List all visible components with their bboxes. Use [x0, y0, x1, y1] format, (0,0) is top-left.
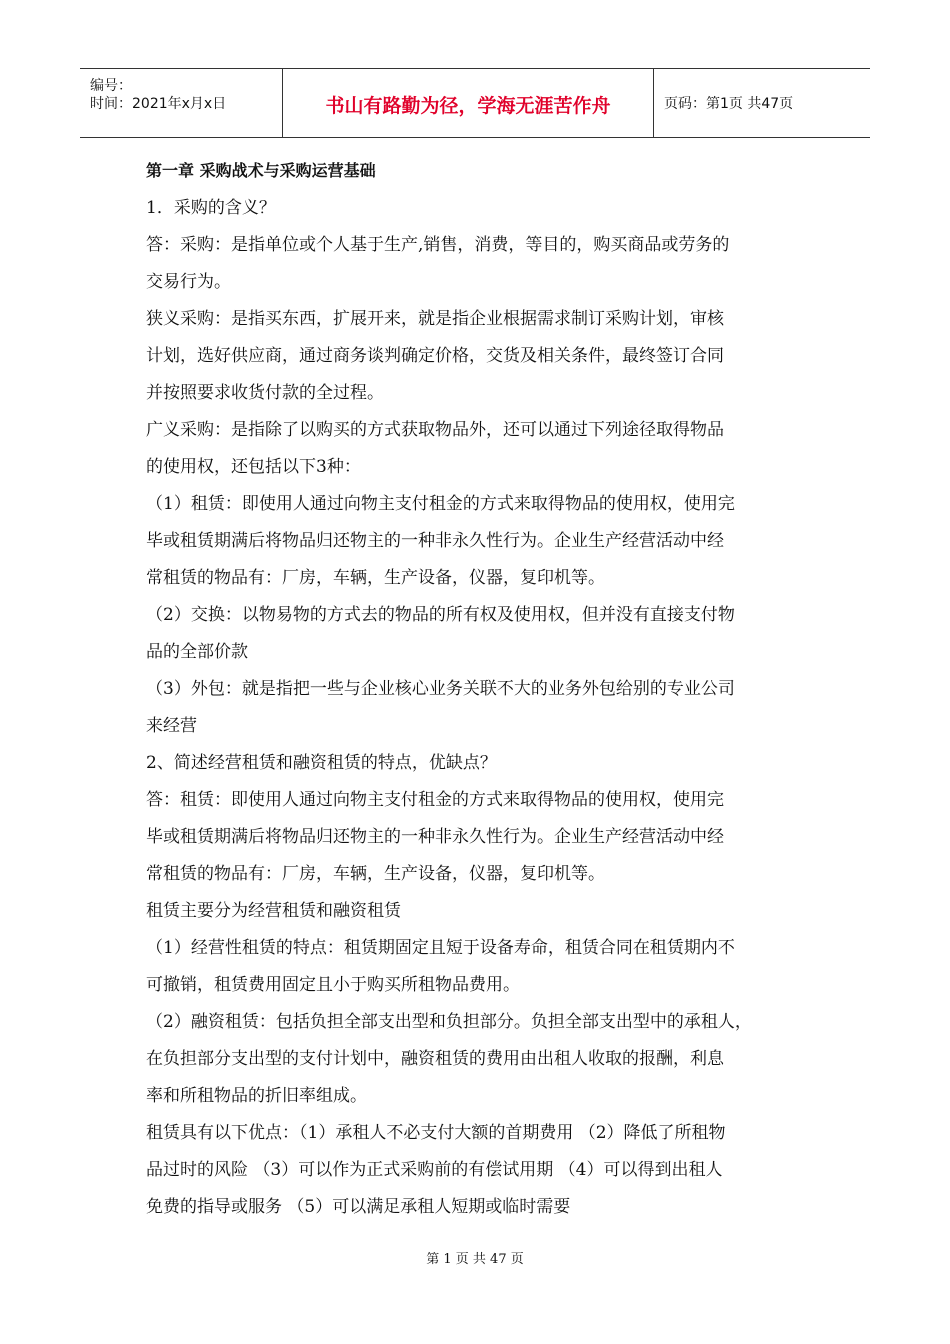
text-line: （2）融资租赁：包括负担全部支出型和负担部分。负担全部支出型中的承租人，: [146, 1012, 752, 1032]
header-motto-cell: [283, 69, 654, 137]
chapter-title: 第一章 采购战术与采购运营基础: [146, 161, 376, 180]
text-line: 2、简述经营租赁和融资租赁的特点，优缺点？: [146, 753, 497, 773]
document-header: [80, 68, 870, 138]
text-line: 品过时的风险 （3）可以作为正式采购前的有偿试用期 （4）可以得到出租人: [146, 1160, 723, 1180]
text-line: 可撤销，租赁费用固定且小于购买所租物品费用。: [146, 975, 520, 995]
text-line: 率和所租物品的折旧率组成。: [146, 1086, 367, 1106]
text-line: 并按照要求收货付款的全过程。: [146, 383, 384, 403]
text-line: （1）租赁：即使用人通过向物主支付租金的方式来取得物品的使用权，使用完: [146, 494, 735, 514]
text-line: 的使用权，还包括以下3种：: [146, 457, 361, 477]
text-line: 来经营: [146, 716, 197, 736]
page-label: 页码：第1页 共47页: [664, 96, 794, 112]
text-line: （2）交换：以物易物的方式去的物品的所有权及使用权，但并没有直接支付物: [146, 605, 735, 625]
text-line: 品的全部价款: [146, 642, 248, 662]
text-line: 答：租赁：即使用人通过向物主支付租金的方式来取得物品的使用权，使用完: [146, 790, 724, 810]
number-label: 编号：: [90, 78, 132, 94]
text-line: 常租赁的物品有：厂房，车辆，生产设备，仪器，复印机等。: [146, 864, 605, 884]
text-line: 交易行为。: [146, 272, 231, 292]
text-line: 在负担部分支出型的支付计划中，融资租赁的费用由出租人收取的报酬，利息: [146, 1049, 724, 1069]
text-line: 答：采购：是指单位或个人基于生产,销售，消费，等目的，购买商品或劳务的: [146, 235, 730, 255]
text-line: 广义采购：是指除了以购买的方式获取物品外，还可以通过下列途径取得物品: [146, 420, 724, 440]
header-page-cell: [654, 69, 870, 137]
text-line: 常租赁的物品有：厂房，车辆，生产设备，仪器，复印机等。: [146, 568, 605, 588]
text-line: 计划，选好供应商，通过商务谈判确定价格，交货及相关条件，最终签订合同: [146, 346, 724, 366]
text-line: （3）外包：就是指把一些与企业核心业务关联不大的业务外包给别的专业公司: [146, 679, 735, 699]
text-line: 租赁具有以下优点：（1）承租人不必支付大额的首期费用 （2）降低了所租物: [146, 1123, 726, 1143]
text-line: 毕或租赁期满后将物品归还物主的一种非永久性行为。企业生产经营活动中经: [146, 531, 724, 551]
text-line: 免费的指导或服务 （5）可以满足承租人短期或临时需要: [146, 1197, 571, 1217]
text-line: 狭义采购：是指买东西，扩展开来，就是指企业根据需求制订采购计划，审核: [146, 309, 724, 329]
motto-text: 书山有路勤为径，学海无涯苦作舟: [325, 95, 611, 117]
date-label: 时间：2021年x月x日: [90, 96, 227, 112]
text-line: 毕或租赁期满后将物品归还物主的一种非永久性行为。企业生产经营活动中经: [146, 827, 724, 847]
header-info-cell: [80, 69, 283, 137]
text-line: 1．采购的含义？: [146, 198, 276, 218]
text-line: 租赁主要分为经营租赁和融资租赁: [146, 901, 401, 921]
page-footer: 第 1 页 共 47 页: [426, 1252, 524, 1267]
text-line: （1）经营性租赁的特点：租赁期固定且短于设备寿命，租赁合同在租赁期内不: [146, 938, 735, 958]
document-body: [146, 156, 810, 1226]
